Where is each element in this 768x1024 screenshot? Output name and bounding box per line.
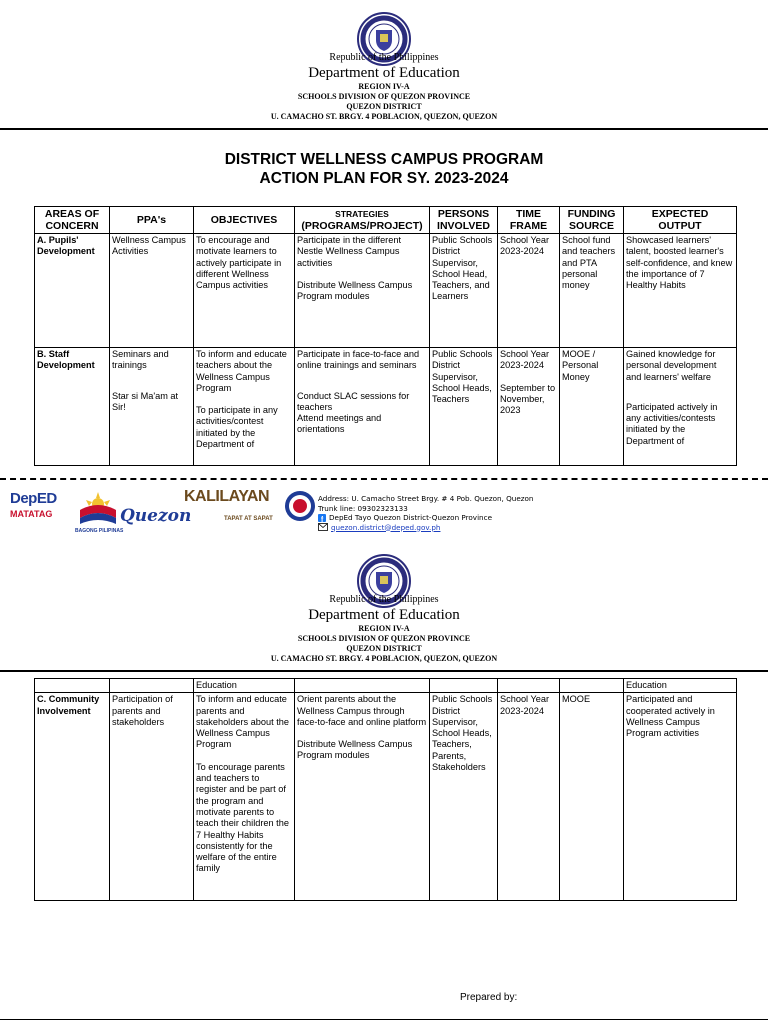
address-line: U. CAMACHO ST. BRGY. 4 POBLACION, QUEZON, QUEZON [270, 654, 498, 663]
department-line: Department of Education [308, 607, 460, 623]
row-b-area: B. Staff Development [35, 348, 110, 466]
row-a-strategy: Participate in the different Nestle Wellness Campus activities Distribute Wellness Campus Program modules [295, 234, 430, 348]
row-b-objective: To inform and educate teachers about the Wellness Campus Program To participate in any activities/contest initiated by the Department of [194, 348, 295, 466]
header-objectives: OBJECTIVES [194, 207, 295, 234]
title-line-2: ACTION PLAN FOR SY. 2023-2024 [259, 170, 509, 187]
contact-email[interactable]: quezon.district@deped.gov.ph [318, 523, 533, 533]
facebook-icon [318, 514, 326, 522]
row-a-persons: Public Schools District Supervisor, School Head, Teachers, and Learners [430, 234, 498, 348]
table-row [35, 234, 737, 348]
row-a-output: Showcased learners' talent, boosted learner's self-confidence, and knew the importance of 7 Healthy Habits [624, 234, 737, 348]
deped-quezon-logo: Quezon [120, 506, 192, 526]
row-b-funding: MOOE / Personal Money [560, 348, 624, 466]
row-c-output: Participated and cooperated actively in Wellness Campus Program activities [624, 693, 737, 901]
header-rule-page2 [0, 670, 768, 672]
table-header-row [35, 207, 737, 234]
table-row [35, 693, 737, 901]
row-b-persons: Public Schools District Supervisor, School Heads, Teachers [430, 348, 498, 466]
row-a-funding: School fund and teachers and PTA personal money [560, 234, 624, 348]
row-c-ppa: Participation of parents and stakeholders [110, 693, 194, 901]
action-plan-table-page1 [34, 206, 737, 466]
contact-trunk: Trunk line: 09302323133 [318, 503, 408, 513]
letterhead [0, 52, 768, 122]
contact-info [318, 494, 533, 532]
title-line-1: DISTRICT WELLNESS CAMPUS PROGRAM [224, 151, 544, 168]
district-seal-icon [284, 490, 316, 522]
division-line: SCHOOLS DIVISION OF QUEZON PROVINCE [297, 634, 471, 643]
region-line: REGION IV-A [358, 82, 410, 91]
row-a-time: School Year 2023-2024 [498, 234, 560, 348]
kalilayan-logo: KALILAYAN TAPAT AT SAPAT [184, 488, 273, 522]
email-icon [318, 523, 328, 531]
contact-facebook[interactable]: DepEd Tayo Quezon District-Quezon Province [318, 513, 533, 523]
row-c-strategy: Orient parents about the Wellness Campus through face-to-face and online platform Distribute Wellness Campus Program modules [295, 693, 430, 901]
row-c-area: C. Community Involvement [35, 693, 110, 901]
header-funding: FUNDING SOURCE [560, 207, 624, 234]
contact-address: Address: U. Camacho Street Brgy. # 4 Pob. Quezon, Quezon [318, 494, 534, 503]
region-line: REGION IV-A [358, 624, 410, 633]
row-c-objective: To inform and educate parents and stakeholders about the Wellness Campus Program To encourage parents and teachers to register and be part of the program and motivate parents to teach their children the 7 Healthy Habits consistently for the welfare of the entire family [194, 693, 295, 901]
cont-output: Education [624, 679, 737, 693]
cont-objective: Education [194, 679, 295, 693]
row-b-ppa: Seminars and trainings Star si Ma'am at Sir! [110, 348, 194, 466]
prepared-by-label: Prepared by: [460, 992, 518, 1003]
page-footer-rule [0, 478, 768, 480]
header-areas: AREAS OF CONCERN [35, 207, 110, 234]
header-persons: PERSONS INVOLVED [430, 207, 498, 234]
row-a-ppa: Wellness Campus Activities [110, 234, 194, 348]
table-row [35, 679, 737, 693]
republic-line: Republic of the Philippines [329, 594, 439, 605]
district-line: QUEZON DISTRICT [346, 644, 422, 653]
letterhead-page2 [0, 594, 768, 664]
row-b-strategy: Participate in face-to-face and online trainings and seminars Conduct SLAC sessions for teachers Attend meetings and orientations [295, 348, 430, 466]
address-line: U. CAMACHO ST. BRGY. 4 POBLACION, QUEZON, QUEZON [270, 112, 498, 121]
action-plan-table-page2 [34, 678, 737, 901]
department-line: Department of Education [308, 65, 460, 81]
document-title [0, 150, 768, 188]
row-c-persons: Public Schools District Supervisor, School Heads, Teachers, Parents, Stakeholders [430, 693, 498, 901]
deped-matatag-logo: DepED MATATAG [10, 490, 57, 519]
row-a-area: A. Pupils' Development [35, 234, 110, 348]
division-line: SCHOOLS DIVISION OF QUEZON PROVINCE [297, 92, 471, 101]
row-c-funding: MOOE [560, 693, 624, 901]
bagong-pilipinas-logo-icon [76, 488, 120, 528]
district-line: QUEZON DISTRICT [346, 102, 422, 111]
row-c-time: School Year 2023-2024 [498, 693, 560, 901]
bagong-pilipinas-caption: BAGONG PILIPINAS [75, 528, 124, 534]
header-time: TIME FRAME [498, 207, 560, 234]
row-b-time: School Year 2023-2024 September to November, 2023 [498, 348, 560, 466]
republic-line: Republic of the Philippines [329, 52, 439, 63]
row-a-objective: To encourage and motivate learners to actively participate in different Wellness Campus activities [194, 234, 295, 348]
row-b-output: Gained knowledge for personal development and learners' welfare Participated actively in any activities/contests initiated by the Department of [624, 348, 737, 466]
header-ppas: PPA's [110, 207, 194, 234]
table-row [35, 348, 737, 466]
header-strategies: STRATEGIES (PROGRAMS/PROJECT) [295, 207, 430, 234]
header-rule [0, 128, 768, 130]
bottom-rule [0, 1019, 768, 1020]
header-output: EXPECTED OUTPUT [624, 207, 737, 234]
